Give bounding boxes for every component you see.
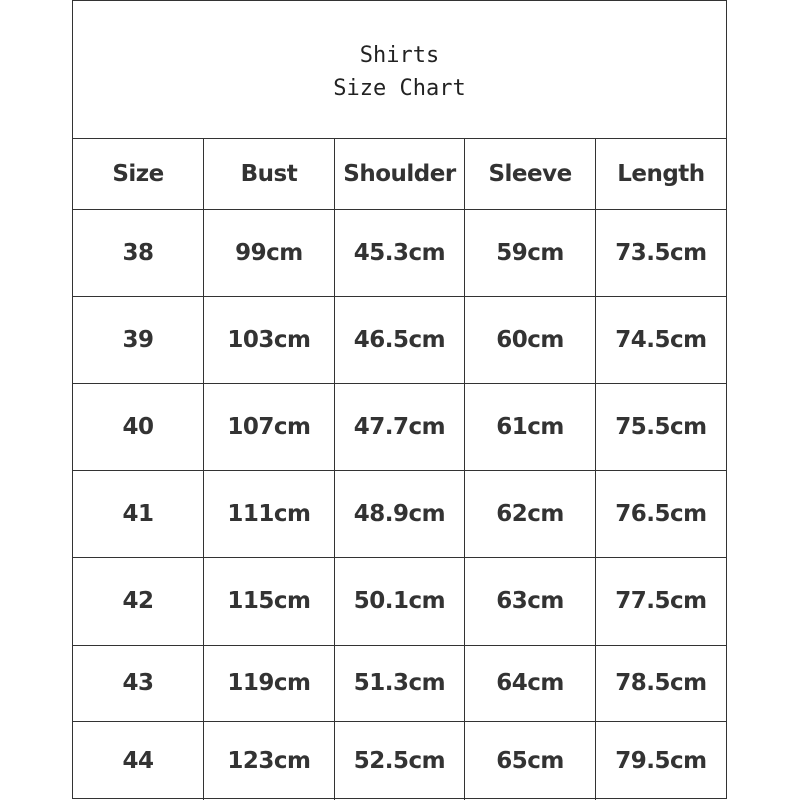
cell-length: 75.5cm <box>595 383 726 470</box>
cell-size: 41 <box>73 470 204 557</box>
table-row <box>73 721 726 800</box>
chart-title <box>73 1 726 139</box>
cell-sleeve: 62cm <box>465 470 596 557</box>
cell-bust: 99cm <box>204 209 335 296</box>
cell-sleeve: 60cm <box>465 296 596 383</box>
header-size: Size <box>73 139 204 209</box>
cell-bust: 123cm <box>204 721 335 800</box>
cell-bust: 107cm <box>204 383 335 470</box>
cell-length: 76.5cm <box>595 470 726 557</box>
table-row <box>73 557 726 645</box>
cell-shoulder: 46.5cm <box>334 296 465 383</box>
cell-length: 73.5cm <box>595 209 726 296</box>
cell-shoulder: 52.5cm <box>334 721 465 800</box>
cell-bust: 119cm <box>204 645 335 721</box>
cell-size: 42 <box>73 557 204 645</box>
cell-sleeve: 64cm <box>465 645 596 721</box>
cell-bust: 103cm <box>204 296 335 383</box>
cell-length: 79.5cm <box>615 747 707 774</box>
cell-sleeve: 63cm <box>465 557 596 645</box>
cell-shoulder: 50.1cm <box>334 557 465 645</box>
header-sleeve: Sleeve <box>465 139 596 209</box>
title-line-2: Size Chart <box>333 75 466 101</box>
cell-shoulder: 45.3cm <box>334 209 465 296</box>
title-line-1: Shirts <box>359 42 440 68</box>
table-row <box>73 383 726 470</box>
cell-sleeve: 61cm <box>465 383 596 470</box>
header-shoulder: Shoulder <box>334 139 465 209</box>
cell-size: 38 <box>73 209 204 296</box>
header-row <box>73 139 726 209</box>
cell-shoulder: 51.3cm <box>334 645 465 721</box>
cell-bust: 115cm <box>204 557 335 645</box>
cell-shoulder: 48.9cm <box>334 470 465 557</box>
cell-size: 39 <box>73 296 204 383</box>
cell-sleeve: 59cm <box>465 209 596 296</box>
cell-length: 74.5cm <box>595 296 726 383</box>
table-row <box>73 209 726 296</box>
cell-length: 77.5cm <box>595 557 726 645</box>
cell-sleeve: 65cm <box>465 721 596 800</box>
table-row <box>73 296 726 383</box>
cell-shoulder: 47.7cm <box>334 383 465 470</box>
size-chart <box>72 0 727 799</box>
header-bust: Bust <box>204 139 335 209</box>
cell-size: 44 <box>73 721 204 800</box>
cell-length: 78.5cm <box>595 645 726 721</box>
table-row <box>73 470 726 557</box>
header-length: Length <box>595 139 726 209</box>
cell-bust: 111cm <box>204 470 335 557</box>
table-row <box>73 645 726 721</box>
cell-size: 40 <box>73 383 204 470</box>
size-table <box>73 139 726 800</box>
cell-size: 43 <box>73 645 204 721</box>
